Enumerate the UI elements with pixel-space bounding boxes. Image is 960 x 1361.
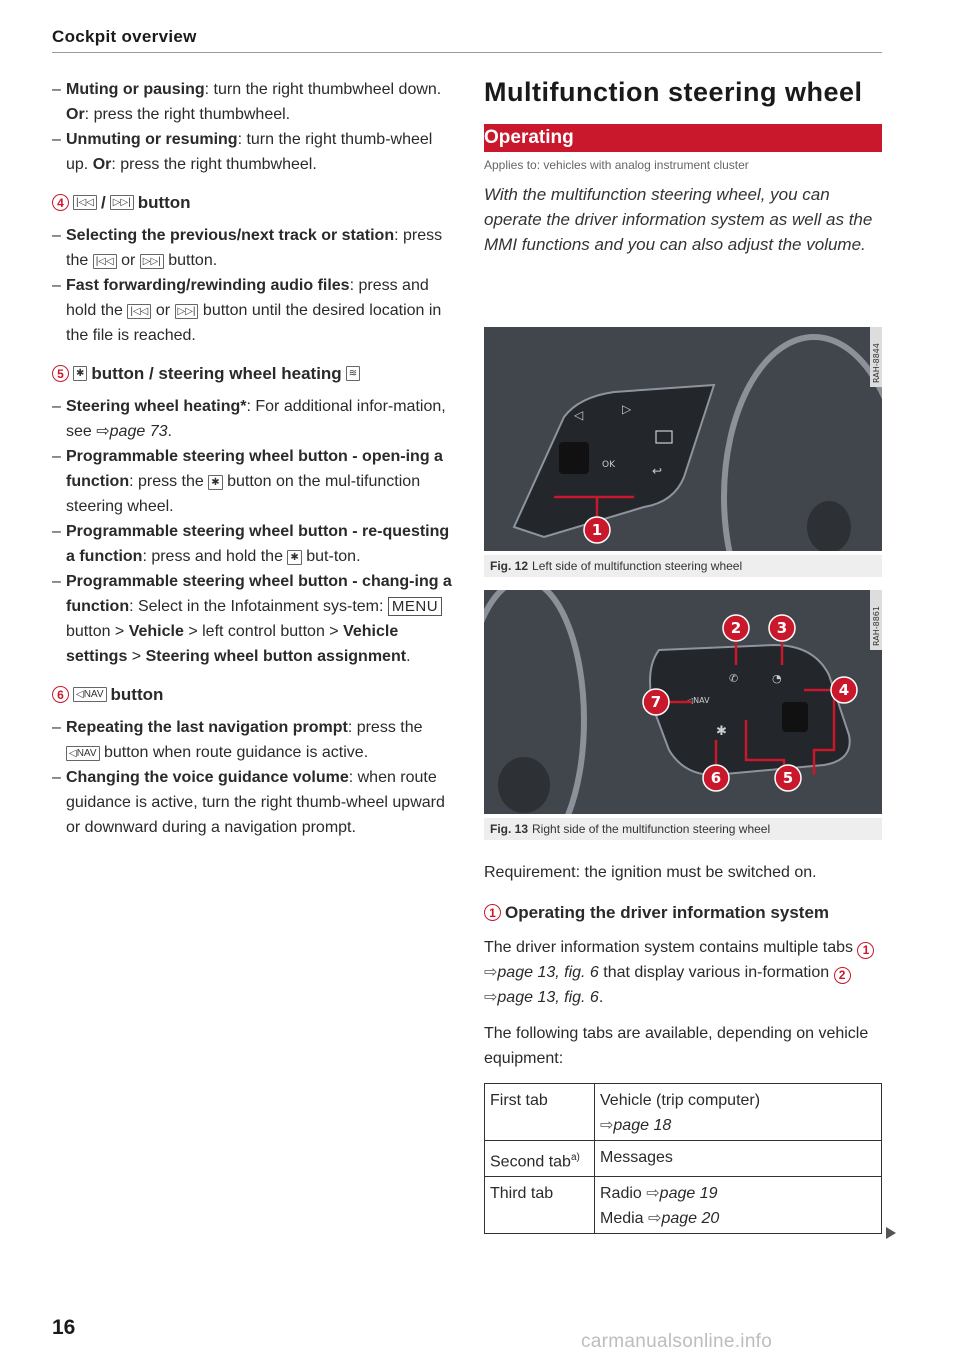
star-key-icon: ✱ bbox=[287, 550, 301, 565]
svg-text:↩: ↩ bbox=[652, 464, 663, 478]
figure-callout: 4 bbox=[838, 681, 850, 699]
ref-arrow-icon: ⇨ bbox=[484, 964, 498, 981]
figure-12-image bbox=[484, 327, 882, 551]
star-key-icon: ✱ bbox=[208, 475, 222, 490]
page-reference[interactable]: page 13, fig. 6 bbox=[497, 989, 599, 1006]
section-title: Cockpit overview bbox=[52, 27, 197, 46]
subheading-driver-info: 1 Operating the driver information system bbox=[484, 900, 882, 925]
svg-text:◔: ◔ bbox=[772, 672, 782, 685]
svg-text:◁: ◁ bbox=[574, 408, 584, 422]
requirement-text: Requirement: the ignition must be switched on. bbox=[484, 864, 817, 881]
heating-key-icon: ≋ bbox=[346, 366, 360, 381]
page-reference[interactable]: page 20 bbox=[661, 1210, 720, 1228]
figure-callout: 5 bbox=[782, 769, 794, 787]
table-cell: Third tab bbox=[485, 1177, 595, 1234]
table-row bbox=[485, 1177, 882, 1234]
figure-13-caption: Fig. 13 Right side of the multifunction steering wheel bbox=[484, 818, 882, 840]
list-item: – Repeating the last navigation prompt: press the ◁NAV button when route guidance is active. bbox=[52, 715, 452, 765]
section-bar: Operating bbox=[484, 124, 882, 152]
intro-text: With the multifunction steering wheel, you can operate the driver information system as well as the MMI functions and you can also adjust the volume. bbox=[484, 185, 873, 254]
continue-arrow-icon bbox=[886, 1227, 896, 1239]
subheading-nav-button: 6 ◁NAV button bbox=[52, 682, 452, 707]
table-cell: First tab bbox=[485, 1084, 595, 1141]
list-item: – Programmable steering wheel button - open-ing a function: press the ✱ button on the mul-tifunction steering wheel. bbox=[52, 444, 452, 519]
page-reference[interactable]: page 73 bbox=[109, 423, 168, 440]
table-cell: Second tab$^{a)}$ bbox=[485, 1141, 595, 1177]
paragraph: The following tabs are available, depending on vehicle equipment: bbox=[484, 1025, 869, 1067]
list-item: – Steering wheel heating*: For additional infor-mation, see ⇨page 73. bbox=[52, 394, 452, 444]
figure-callout: 6 bbox=[710, 769, 722, 787]
figure-13-image bbox=[484, 590, 882, 814]
tabs-table bbox=[484, 1083, 882, 1234]
figure-code: RAH-8861 bbox=[872, 606, 881, 646]
figure-callout: 2 bbox=[730, 619, 742, 637]
list-item: – Unmuting or resuming: turn the right thumb-wheel up. Or: press the right thumbwheel. bbox=[52, 127, 452, 177]
prev-track-key-icon: |◁◁ bbox=[93, 254, 117, 269]
page-number: 16 bbox=[52, 1316, 76, 1339]
callout-number: 6 bbox=[52, 686, 69, 703]
ref-arrow-icon: ⇨ bbox=[96, 423, 110, 440]
ref-arrow-icon: ⇨ bbox=[648, 1210, 662, 1228]
requirement-block bbox=[484, 860, 882, 1071]
callout-number: 1 bbox=[484, 904, 501, 921]
ref-arrow-icon: ⇨ bbox=[646, 1185, 660, 1203]
star-key-icon: ✱ bbox=[73, 366, 87, 381]
svg-text:▷: ▷ bbox=[622, 402, 632, 416]
prev-track-key-icon: |◁◁ bbox=[73, 195, 97, 210]
nav-key-icon: ◁NAV bbox=[66, 746, 100, 761]
figure-callout: 3 bbox=[776, 619, 788, 637]
next-track-key-icon: ▷▷| bbox=[140, 254, 164, 269]
table-row bbox=[485, 1141, 882, 1177]
subheading-prev-next: 4 |◁◁ / ▷▷| button bbox=[52, 190, 452, 215]
list-item: – Changing the voice guidance volume: when route guidance is active, turn the right thumb-wheel upward or downward during a navigation prompt. bbox=[52, 765, 452, 840]
callout-number: 2 bbox=[834, 967, 851, 984]
callout-number: 1 bbox=[857, 942, 874, 959]
ref-arrow-icon: ⇨ bbox=[600, 1117, 614, 1134]
figure-code: RAH-8844 bbox=[872, 343, 881, 383]
right-column bbox=[484, 77, 882, 257]
callout-number: 5 bbox=[52, 365, 69, 382]
list-item: – Programmable steering wheel button - re-questing a function: press and hold the ✱ but-ton. bbox=[52, 519, 452, 569]
table-cell: Messages bbox=[595, 1141, 882, 1177]
svg-text:✱: ✱ bbox=[716, 724, 727, 739]
list-item: – Selecting the previous/next track or station: press the |◁◁ or ▷▷| button. bbox=[52, 223, 452, 273]
applies-note: Applies to: vehicles with analog instrument cluster bbox=[484, 158, 749, 172]
table-cell: Radio ⇨page 19 Media ⇨page 20 bbox=[595, 1177, 882, 1234]
header-divider bbox=[52, 52, 882, 53]
page-reference[interactable]: page 13, fig. 6 bbox=[497, 964, 599, 981]
left-column bbox=[52, 77, 452, 840]
menu-key: MENU bbox=[388, 597, 442, 616]
page-reference[interactable]: page 18 bbox=[613, 1117, 672, 1134]
ref-arrow-icon: ⇨ bbox=[484, 989, 498, 1006]
paragraph: The driver information system contains multiple tabs 1 ⇨page 13, fig. 6 that display various in-formation 2 ⇨page 13, fig. 6. bbox=[484, 935, 882, 1010]
watermark: carmanualsonline.info bbox=[581, 1331, 773, 1352]
table-row bbox=[485, 1084, 882, 1141]
nav-key-icon: ◁NAV bbox=[73, 687, 107, 702]
list-item: – Programmable steering wheel button - chang-ing a function: Select in the Infotainment sys-tem: MENU button > Vehicle > left control button > Vehicle settings > Steering wheel button assignment. bbox=[52, 569, 452, 669]
next-track-key-icon: ▷▷| bbox=[110, 195, 134, 210]
figure-callout: 1 bbox=[591, 521, 603, 539]
list-item: – Fast forwarding/rewinding audio files: press and hold the |◁◁ or ▷▷| button until the desired location in the file is reached. bbox=[52, 273, 452, 348]
subheading-steering-heating: 5 ✱ button / steering wheel heating ≋ bbox=[52, 361, 452, 386]
figure-12-caption: Fig. 12 Left side of multifunction steering wheel bbox=[484, 555, 882, 577]
page-reference[interactable]: page 19 bbox=[659, 1185, 718, 1203]
table-cell: Vehicle (trip computer) ⇨page 18 bbox=[595, 1084, 882, 1141]
next-track-key-icon: ▷▷| bbox=[175, 304, 199, 319]
page-heading: Multifunction steering wheel bbox=[484, 77, 863, 107]
svg-text:✆: ✆ bbox=[729, 672, 739, 685]
list-item: – Muting or pausing: turn the right thumbwheel down. Or: press the right thumbwheel. bbox=[52, 77, 452, 127]
svg-text:OK: OK bbox=[602, 460, 615, 470]
svg-text:◁NAV: ◁NAV bbox=[687, 696, 710, 705]
figure-callout: 7 bbox=[650, 693, 662, 711]
prev-track-key-icon: |◁◁ bbox=[127, 304, 151, 319]
callout-number: 4 bbox=[52, 194, 69, 211]
